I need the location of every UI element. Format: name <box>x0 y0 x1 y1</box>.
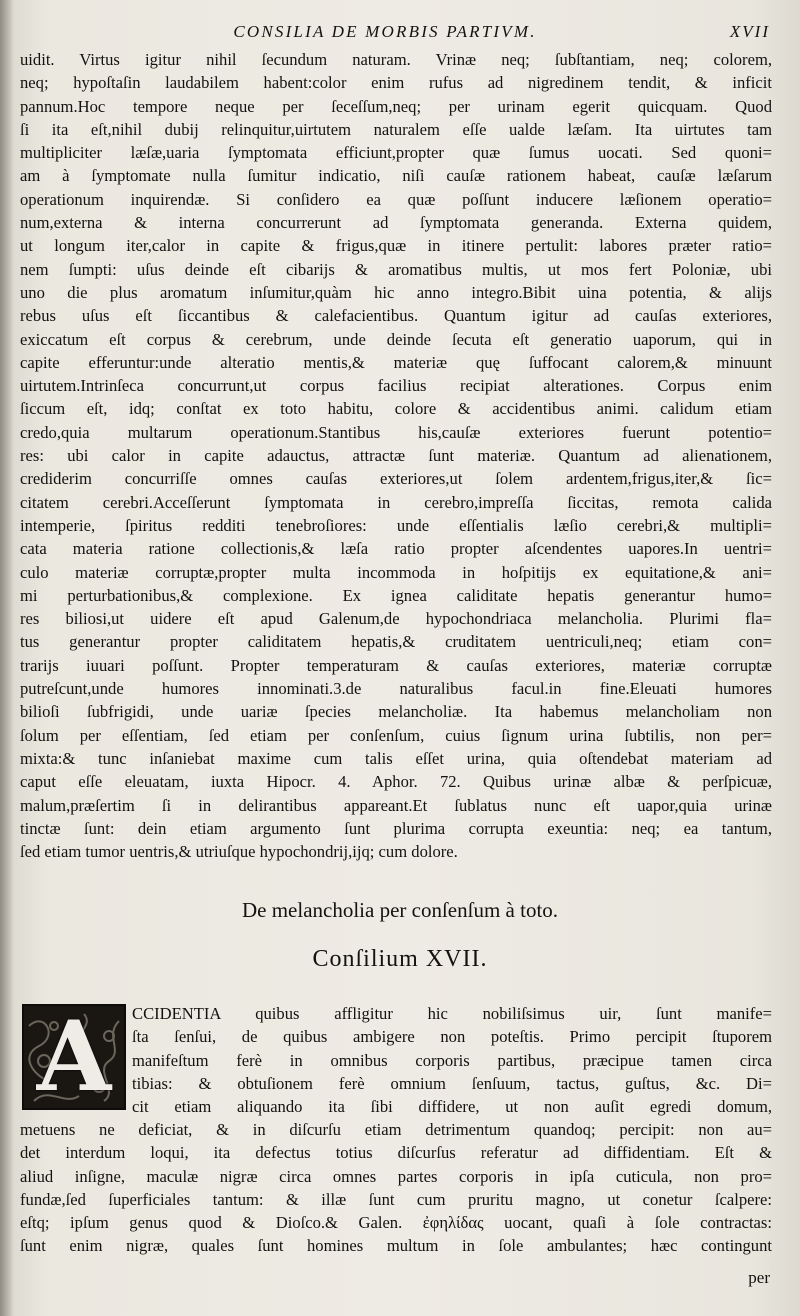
paragraph-1-line: capite efferuntur:unde alteratio mentis,& materiæ quę ſuffocant calorem,& minuunt <box>20 352 772 372</box>
paragraph-1-line: res: ubi calor in capite adauctus, attractæ ſunt materiæ. Quantum ad alienationem, <box>20 446 772 466</box>
paragraph-2-line: ſta ſenſui, de quibus ambigere non poteſtis. Primo percipit ſtuporem <box>132 1027 772 1047</box>
paragraph-1-line: ſed etiam tumor uentris,& utriuſque hypochondrij,ijq; cum dolore. <box>20 842 458 862</box>
paragraph-1-line: intemperie, ſpiritus redditi tenebroſiores: unde eſſentialis læſio cerebri,& multipli= <box>20 515 772 535</box>
paragraph-1-line: uirtutem.Intrinſeca concurrunt,ut corpus facilius recipiat alterationes. Corpus enim <box>20 376 772 396</box>
paragraph-1-line: credo,quia multarum operationum.Stantibus his,cauſæ exteriores fuerunt potentio= <box>20 422 772 442</box>
paragraph-1-line: tinctæ ſunt: dein etiam argumento ſunt plurima corrupta exeuntia: neq; ea tantum, <box>20 818 772 838</box>
paragraph-1-line: am à ſymptomate nulla ſumitur indicatio, niſi cauſæ rationem habeat, cauſæ læſarum <box>20 166 772 186</box>
paragraph-1-line: neq; hypoſtaſin laudabilem habent:color enim rufus ad nigredinem tendit, & inficit <box>20 73 772 93</box>
consilium-heading: Conſilium XVII. <box>312 946 488 972</box>
paragraph-2-line: manifeſtum ferè in omnibus corporis partibus, præcipue tamen circa <box>132 1050 772 1070</box>
running-head: CONSILIA DE MORBIS PARTIVM. <box>233 22 537 41</box>
paragraph-1-line: mi perturbationibus,& complexione. Ex ignea caliditate hepatis generantur humo= <box>20 585 772 605</box>
paragraph-1-line: pannum.Hoc tempore neque per ſeceſſum,neq; per urinam egerit quicquam. Quod <box>20 96 772 116</box>
paragraph-1-line: num,externa & interna concurrerunt ad ſymptomata generanda. Externa quidem, <box>20 213 772 233</box>
paragraph-1-line: caput eſſe eleuatam, iuxta Hipocr. 4. Aphor. 72. Quibus urinæ albæ & perſpicuæ, <box>20 772 772 792</box>
decorated-initial-a <box>22 1004 126 1110</box>
paragraph-2-line: metuens ne deficiat, & in diſcurſu etiam detrimentum quandoq; percipit: non au= <box>20 1120 772 1139</box>
paragraph-1-line: crediderim concurriſſe omnes cauſas exteriores,ut ſolem ardentem,frigus,iter,& ſic= <box>20 469 772 489</box>
paragraph-1-line: ſi ita eſt,nihil dubij relinquitur,uirtutem naturalem eſſe ualde læſam. Ita uirtutes tam <box>20 119 772 139</box>
section-heading: De melancholia per conſenſum à toto. <box>241 898 559 922</box>
paragraph-1-line: citatem cerebri.Acceſſerunt ſymptomata in cerebro,impreſſa ſiccitas, remota calida <box>20 492 772 512</box>
paragraph-1-line: mixta:& tunc inſaniebat maxime cum talis eſſet urina, quia oſtendebat materiam ad <box>20 748 772 768</box>
paragraph-1-line: bilioſi ſubfrigidi, unde uariæ ſpecies melancholiæ. Ita habemus melancholiam non <box>20 702 772 722</box>
paragraph-1-line: ut longum iter,calor in capite & frigus,quæ in itinere pertulit: labores præter ratio= <box>20 236 772 256</box>
paragraph-1-line: culo materiæ corruptæ,propter multa incommoda in hoſpitijs ex equitatione,& ani= <box>20 562 772 582</box>
paragraph-1-line: ſolum per eſſentiam, ſed etiam per conſenſum, cuius ſignum urina ſubtilis, non per= <box>20 725 772 745</box>
paragraph-2-line: tibias: & obtuſionem ferè omnium ſenſuum, tactus, guſtus, &c. Di= <box>132 1073 772 1093</box>
paragraph-1-line: uidit. Virtus igitur nihil ſecundum naturam. Vrinæ neq; ſubſtantiam, neq; colorem, <box>20 50 772 69</box>
paragraph-1-line: putreſcunt,unde humores innominati.3.de naturalibus facul.in fine.Eleuati humores <box>20 679 772 699</box>
paragraph-2-beside-initial <box>132 1002 772 1118</box>
paragraph-2-line: cit etiam aliquando ita ſibi diffidere, ut non auſit egredi domum, <box>132 1097 772 1117</box>
paragraph-1-line: malum,præſertim ſi in delirantibus appareant.Et ſublatus nunc eſt uapor,quia urinæ <box>20 795 772 815</box>
catchword: per <box>748 1268 770 1287</box>
paragraph-1-line: operationum inquirendæ. Si conſidero ea quæ poſſunt inducere læſionem operatio= <box>20 189 772 209</box>
paragraph-1-line: nem ſumpti: uſus deinde eſt cibarijs & aromatibus multis, ut mos fert Poloniæ, ubi <box>20 259 772 279</box>
paragraph-2-line: ſunt enim nigræ, quales ſunt homines multum in ſole ambulantes; hæc contingunt <box>20 1236 772 1256</box>
paragraph-2-continued <box>20 1118 772 1258</box>
paragraph-1-line: exiccatum eſt corpus & cerebrum, unde deinde ſecuta eſt generatio uaporum, qui in <box>20 329 772 349</box>
initial-letter: A <box>36 1004 112 1110</box>
paragraph-2-line: CCIDENTIA quibus affligitur hic nobiliſsimus uir, ſunt manife= <box>132 1004 772 1023</box>
paragraph-1-line: res biliosi,ut uidere eſt apud Galenum,de hypochondriaca melancholia. Plurimi fla= <box>20 609 772 629</box>
paragraph-1-line: trarijs iuuari poſſunt. Propter temperaturam & cauſas exteriores, materiæ corruptæ <box>20 655 772 675</box>
gutter-shadow <box>0 0 14 1316</box>
folio-number: XVII <box>729 22 770 41</box>
paragraph-1-line: tus generantur propter caliditatem hepatis,& cruditatem uentriculi,neq; etiam con= <box>20 632 772 652</box>
paragraph-2-line: det interdum loqui, ita defectus totius diſcurſus referatur ad diffidentiam. Eſt & <box>20 1143 772 1163</box>
paragraph-1-line: ſiccum eſt, idq; conſtat ex toto habitu, colore & accidentibus animi. calidum etiam <box>20 399 772 419</box>
paragraph-2-line: aliud inſigne, maculæ nigræ circa omnes partes corporis in ipſa cuticula, non pro= <box>20 1166 772 1186</box>
paragraph-1-line: multipliciter læſæ,uaria ſymptomata efficiunt,propter quæ ſumus uocati. Sed quoni= <box>20 143 772 163</box>
paragraph-1-line: uno die plus aromatum inſumitur,quàm hic anno integro.Bibit uina potentia, & alijs <box>20 282 772 302</box>
paragraph-1-line: cata materia ratione collectionis,& læſa ratio propter aſcendentes uapores.In uentri= <box>20 539 772 559</box>
paragraph-2-line: eſtq; ipſum genus quod & Dioſco.& Galen. ἐφηλίδας uocant, quaſi à ſole contractas: <box>20 1213 772 1233</box>
paragraph-1 <box>20 48 772 863</box>
paragraph-2-line: fundæ,ſed ſuperficiales tantum: & illæ ſunt cum pruritu magno, ut conetur ſcalpere: <box>20 1189 772 1209</box>
paragraph-1-line: rebus uſus eſt ſiccantibus & calefacientibus. Quantum igitur ad cauſas exteriores, <box>20 306 772 326</box>
